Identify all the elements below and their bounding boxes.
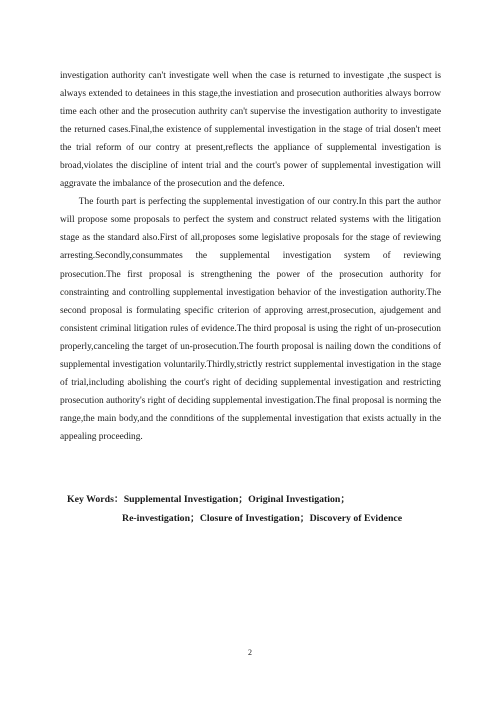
paragraph-continuation: investigation authority can't investigate well when the case is returned to investigate ,the suspect is always extended to detainees in this stage,the investiation and prosecution authorities always borrow time each other and the prosecution authrity can't supervise the investigation authority to investigate the returned cases.Final,the existence of supplemental investigation in the stage of trial dosen't meet the trial reform of our contry at present,reflects the appliance of supplemental investigation is broad,violates the discipline of intent trial and the court's power of supplemental investigation will aggravate the imbalance of the prosecution and the defence. — [60, 71, 441, 190]
keywords-line-2: Re-investigation；Closure of Investigation；Discovery of Evidence — [122, 513, 403, 524]
page-number: 2 — [248, 648, 252, 657]
keywords-line-1: Key Words：Supplemental Investigation；Original Investigation； — [67, 494, 351, 505]
keywords-block — [67, 490, 447, 528]
paragraph-fourth-part: The fourth part is perfecting the supplemental investigation of our contry.In this part the author will propose some proposals to perfect the system and construct related systems with the litigation stage as the standard also.First of all,proposes some legislative proposals for the stage of reviewing arresting.Secondly,consummates the supplemental investigation system of reviewing prosecution.The first proposal is strengthening the power of the prosecution authority for constrainting and controlling supplemental investigation behavior of the investigation authority.The second proposal is formulating specific criterion of approving arrest,prosecution, ajudgement and consistent criminal litigation rules of evidence.The third proposal is using the right of un-prosecution properly,canceling the target of un-prosecution.The fourth proposal is nailing down the conditions of supplemental investigation voluntarily.Thirdly,strictly restrict supplemental investigation in the stage of trial,including abolishing the court's right of deciding supplemental investigation and restricting prosecution authority's right of deciding supplemental investigation.The final proposal is norming the range,the main body,and the connditions of the supplemental investigation that exists actually in the appealing proceeding. — [60, 197, 441, 442]
body-text — [60, 67, 441, 446]
